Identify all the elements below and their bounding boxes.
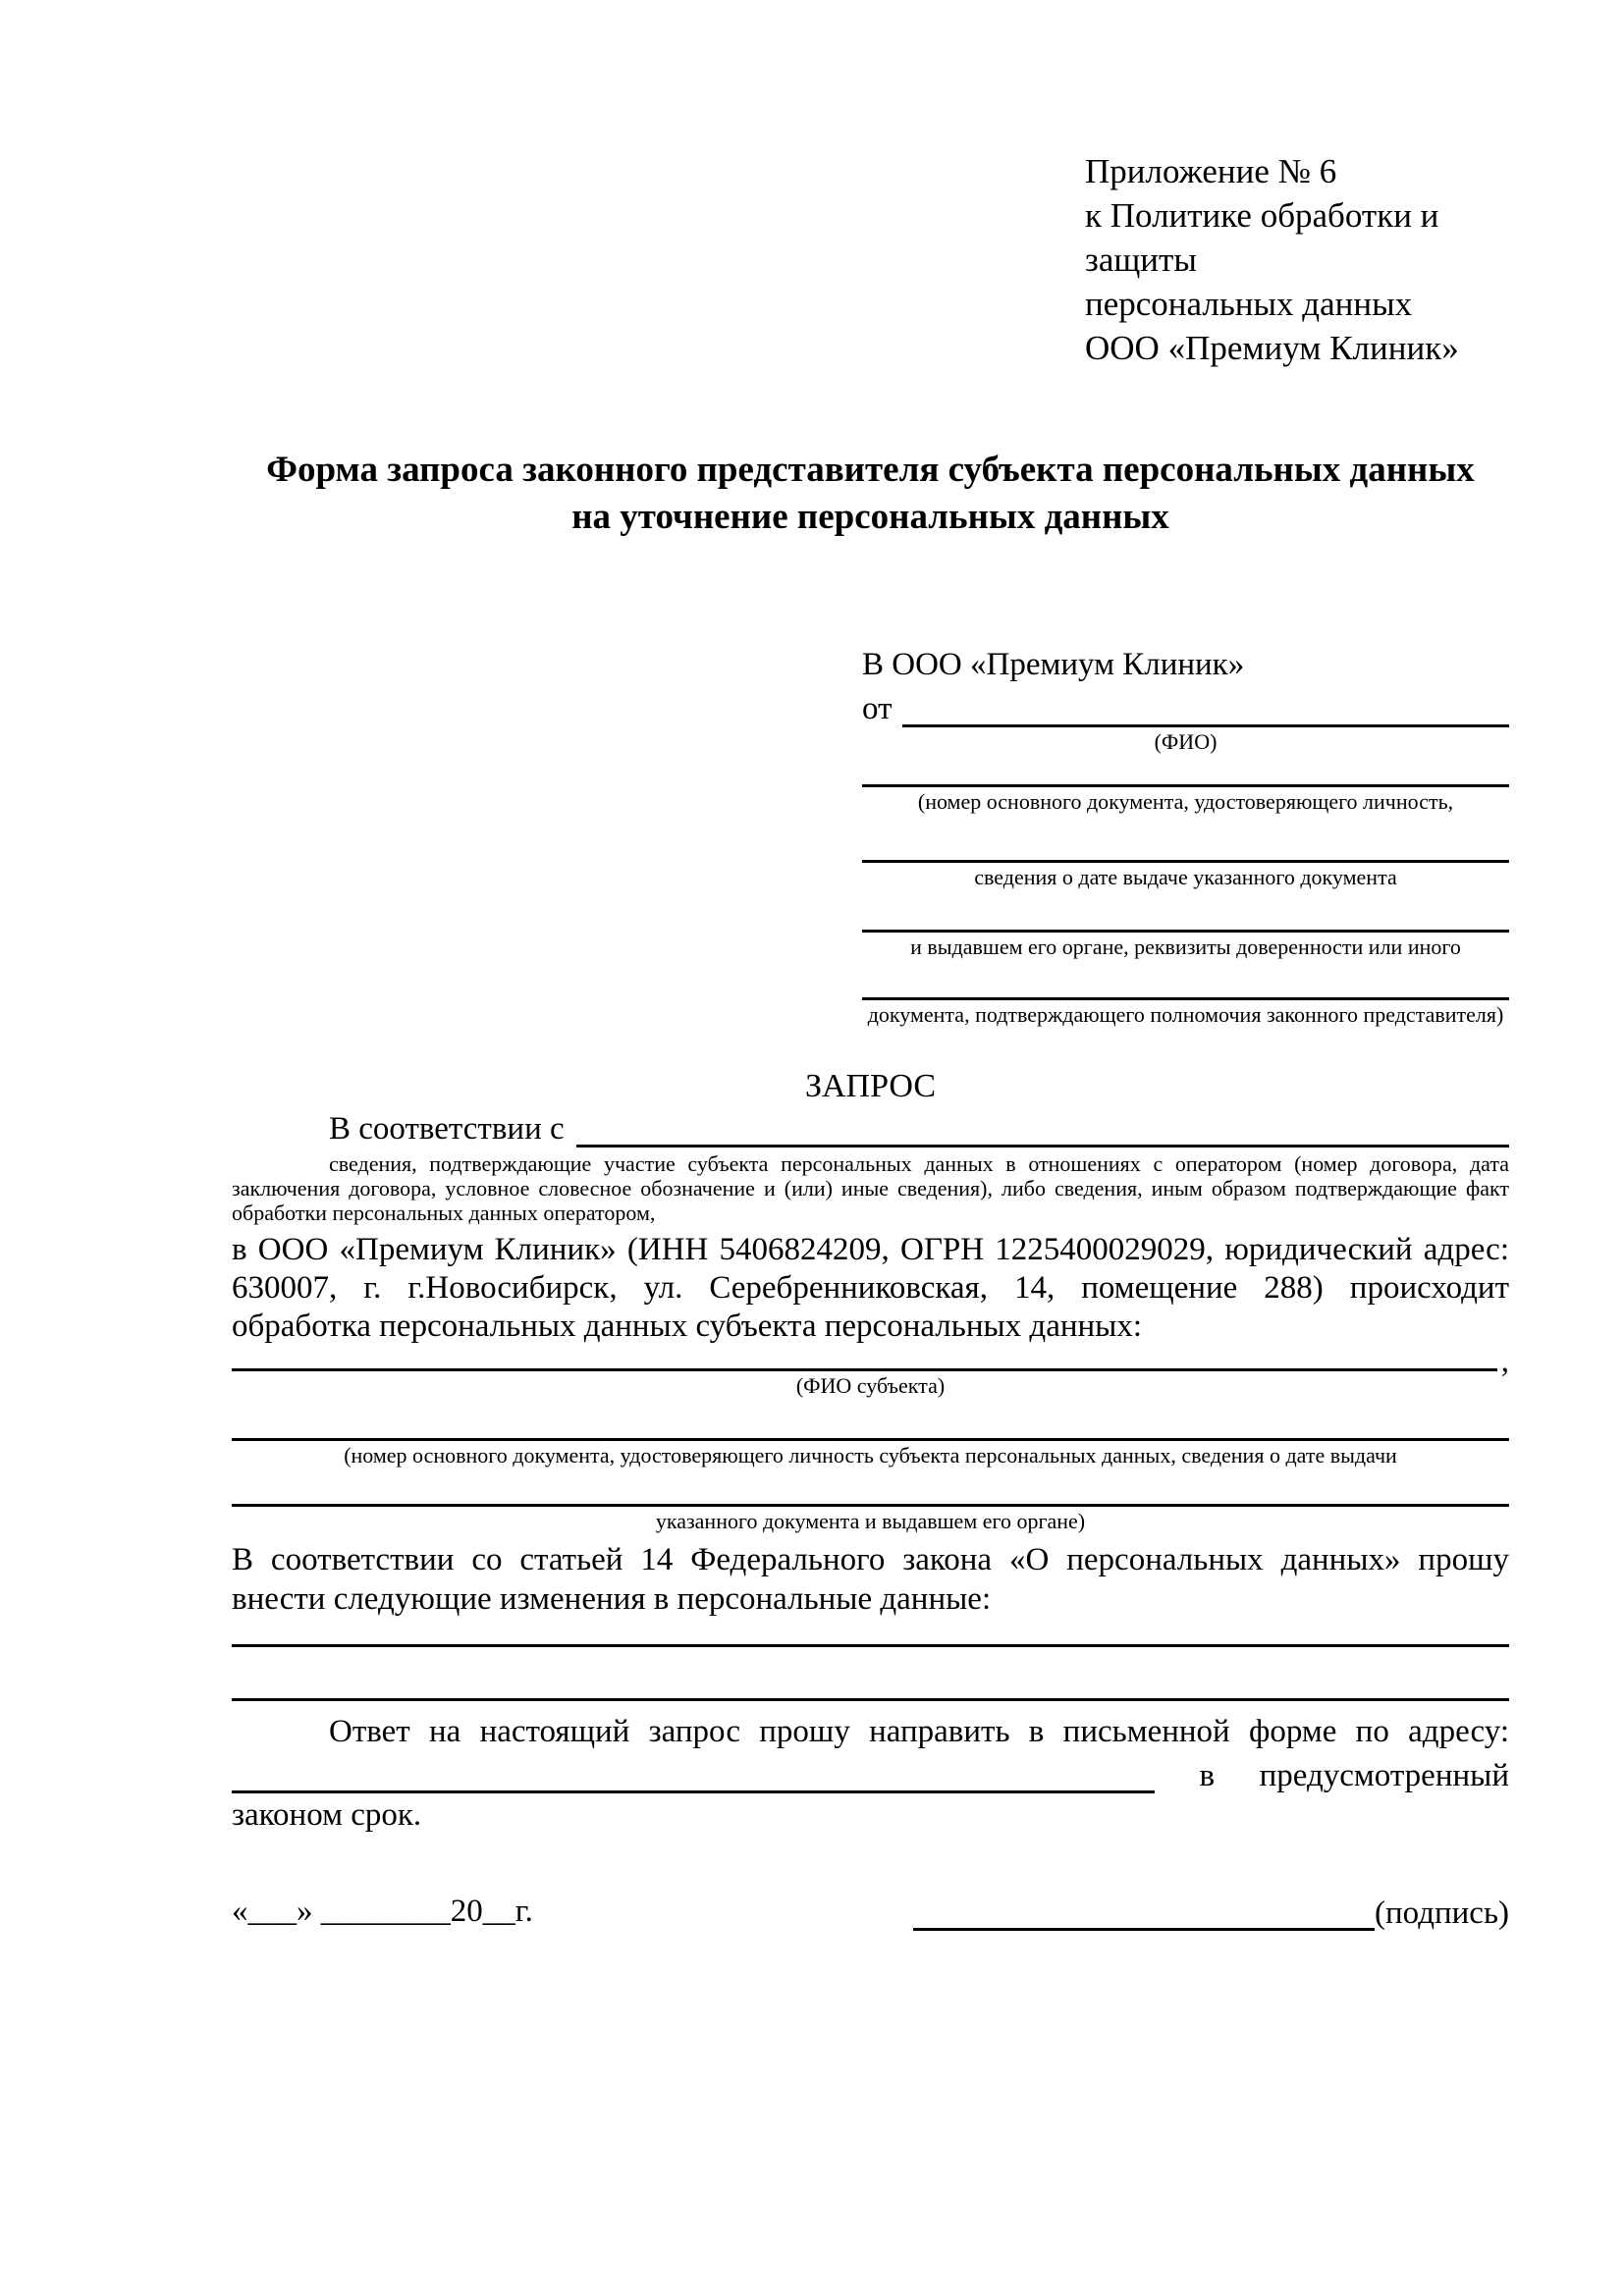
subject-fio-line <box>232 1345 1497 1371</box>
subject-doc-fill-line <box>232 1468 1509 1507</box>
subject-fio-row <box>232 1344 1509 1379</box>
body-line: в ООО «Премиум Клиник» (ИНН 5406824209, ОГРН 1225400029029, юридический адрес: <box>232 1232 1509 1267</box>
operator-paragraph <box>232 1231 1509 1346</box>
from-label: от <box>862 691 893 726</box>
caption-line: сведения, подтверждающие участие субъекта персональных данных в отношениях с оператором (номер договора, дата <box>329 1151 1509 1176</box>
from-row <box>862 688 1509 727</box>
subject-doc-caption: (номер основного документа, удостоверяющего личность субъекта персональных данных, сведения о дате выдачи <box>344 1443 1397 1468</box>
doc-fill-line <box>862 890 1509 933</box>
appendix-line: ООО «Премиум Клиник» <box>1085 329 1459 367</box>
body-line: 630007, г. г.Новосибирск, ул. Серебренниковская, 14, помещение 288) происходит <box>232 1270 1509 1306</box>
intro-row <box>232 1110 1509 1148</box>
date-field: «___» ________20__г. <box>232 1894 533 1929</box>
from-fill-line <box>902 685 1510 727</box>
document-title <box>232 447 1509 541</box>
answer-line2 <box>232 1752 1509 1793</box>
document-title-line2: на уточнение персональных данных <box>571 497 1169 537</box>
answer-tail-word2: предусмотренный <box>1259 1758 1509 1793</box>
trailing-comma: , <box>1500 1344 1509 1379</box>
doc-line-caption: (номер основного документа, удостоверяющего личность, <box>917 789 1454 814</box>
fio-caption: (ФИО) <box>1154 729 1218 754</box>
body-line: внести следующие изменения в персональные данные: <box>232 1581 992 1617</box>
subject-doc-fill-line <box>232 1399 1509 1441</box>
footer-row <box>232 1892 1509 1931</box>
doc-fill-line <box>862 755 1509 787</box>
answer-line1: Ответ на настоящий запрос прошу направить в письменной форме по адресу: <box>329 1714 1509 1749</box>
law-paragraph <box>232 1540 1509 1619</box>
signature-fill-line <box>913 1893 1375 1931</box>
body-line: обработка персональных данных субъекта персональных данных: <box>232 1308 1142 1344</box>
body-line: В соответствии со статьей 14 Федерального закона «О персональных данных» прошу <box>232 1542 1509 1577</box>
doc-line-caption: сведения о дате выдаче указанного документа <box>974 865 1397 889</box>
intro-label: В соответствии с <box>329 1111 565 1147</box>
doc-fill-line <box>862 815 1509 863</box>
caption-line: заключения договора, условное словесное обозначение и (или) иные сведения), либо сведения, иным образом подтверждающие факт <box>232 1176 1509 1201</box>
subject-fio-caption: (ФИО субъекта) <box>795 1373 946 1398</box>
doc-line-caption: документа, подтверждающего полномочия законного представителя) <box>867 1002 1504 1027</box>
answer-tail-word1: в <box>1199 1758 1216 1793</box>
signature-group <box>913 1893 1509 1931</box>
document-title-line1: Форма запроса законного представителя субъекта персональных данных <box>266 450 1475 490</box>
address-fill-line <box>232 1749 1155 1793</box>
appendix-line: к Политике обработки и защиты <box>1085 196 1439 279</box>
changes-fill-line <box>232 1619 1509 1647</box>
addressee-block <box>862 645 1509 1028</box>
caption-line: обработки персональных данных оператором, <box>232 1201 656 1225</box>
doc-line-caption: и выдавшем его органе, реквизиты доверенности или иного <box>910 934 1461 959</box>
answer-end: законом срок. <box>232 1797 422 1833</box>
addressee-to: В ООО «Премиум Клиник» <box>862 647 1245 682</box>
subject-doc-caption: указанного документа и выдавшем его органе) <box>655 1509 1086 1533</box>
request-heading: ЗАПРОС <box>804 1068 937 1104</box>
intro-caption-paragraph <box>232 1151 1509 1225</box>
appendix-note <box>1085 149 1509 370</box>
appendix-line: Приложение № 6 <box>1085 152 1337 190</box>
doc-fill-line <box>862 960 1509 1000</box>
signature-caption: (подпись) <box>1375 1896 1509 1931</box>
appendix-line: персональных данных <box>1085 285 1413 323</box>
intro-fill-line <box>576 1107 1509 1148</box>
changes-fill-line <box>232 1647 1509 1701</box>
